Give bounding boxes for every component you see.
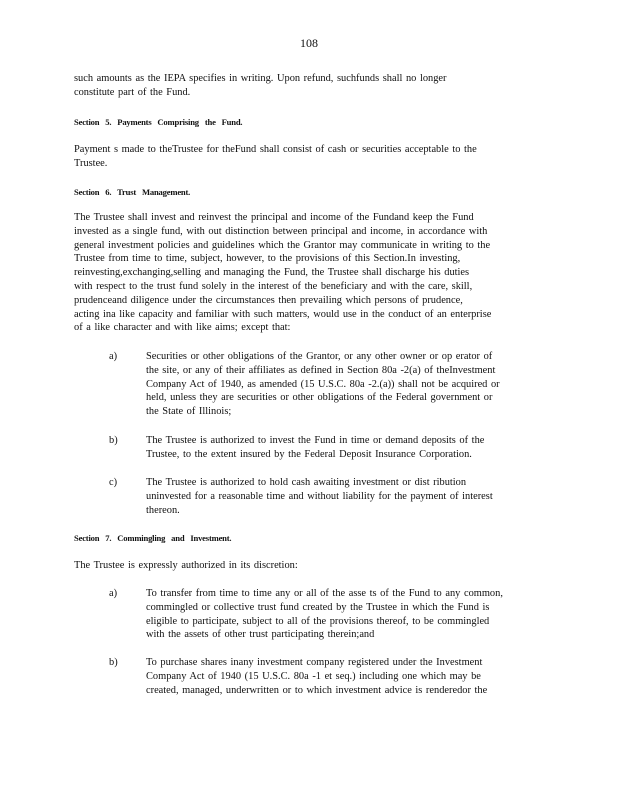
section-7-item-b-label: b)	[109, 657, 118, 668]
section-7-item-a-text: To transfer from time to time any or all of the asse ts of the Fund to any common, commingled or collective trust fund created by the Trustee in which the Fund is eligible to participate, subject to all of the provisions thereof, to be commingled with the assets of other trust participating therein;and	[146, 588, 503, 641]
section-6-item-a-text: Securities or other obligations of the Grantor, or any other owner or op erator of the site, or any of their affiliates as defined in Section 80a -2(a) of theInvestment Company Act of 1940, as amended (15 U.S.C. 80a -2.(a)) shall not be acquired or held, unless they are securities or other obligations of the Federal government or the State of Illinois;	[146, 351, 500, 418]
intro-paragraph: such amounts as the IEPA specifies in writing. Upon refund, suchfunds shall no longer constitute part of the Fund.	[74, 73, 447, 98]
section-5-paragraph: Payment s made to theTrustee for theFund shall consist of cash or securities acceptable to the Trustee.	[74, 144, 477, 169]
section-6-item-c-label: c)	[109, 477, 118, 488]
section-7-item-a-label: a)	[109, 588, 118, 599]
section-6-heading: Section 6. Trust Management.	[74, 187, 191, 197]
section-6-paragraph: The Trustee shall invest and reinvest the principal and income of the Fundand keep the Fund invested as a single fund, with out distinction between principal and income, in accordance with general investment policies and guidelines which the Grantor may communicate in writing to the Trustee from time to time, subject, however, to the provisions of this Section.In investing, reinvesting,exchanging,selling and managing the Fund, the Trustee shall discharge his duties with respect to the trust fund solely in the interest of the beneficiary and with the care, skill, prudenceand diligence under the circumstances then prevailing which persons of prudence, acting ina like capacity and familiar with such matters, would use in the conduct of an enterprise of a like character and with like aims; except that:	[74, 212, 492, 334]
section-7-paragraph: The Trustee is expressly authorized in its discretion:	[74, 560, 298, 571]
page-number: 108	[300, 36, 318, 50]
section-6-item-a-label: a)	[109, 351, 118, 362]
section-6-item-b-text: The Trustee is authorized to invest the Fund in time or demand deposits of the Trustee, to the extent insured by the Federal Deposit Insurance Corporation.	[146, 435, 485, 460]
section-6-item-b-label: b)	[109, 435, 118, 446]
section-6-item-c-text: The Trustee is authorized to hold cash awaiting investment or dist ribution uninvested for a reasonable time and without liability for the payment of interest thereon.	[146, 477, 493, 516]
section-7-heading: Section 7. Commingling and Investment.	[74, 533, 232, 543]
section-7-item-b-text: To purchase shares inany investment company registered under the Investment Company Act of 1940 (15 U.S.C. 80a -1 et seq.) including one which may be created, managed, underwritten or to which investment advice is renderedor the	[146, 657, 488, 696]
section-5-heading: Section 5. Payments Comprising the Fund.	[74, 117, 243, 127]
